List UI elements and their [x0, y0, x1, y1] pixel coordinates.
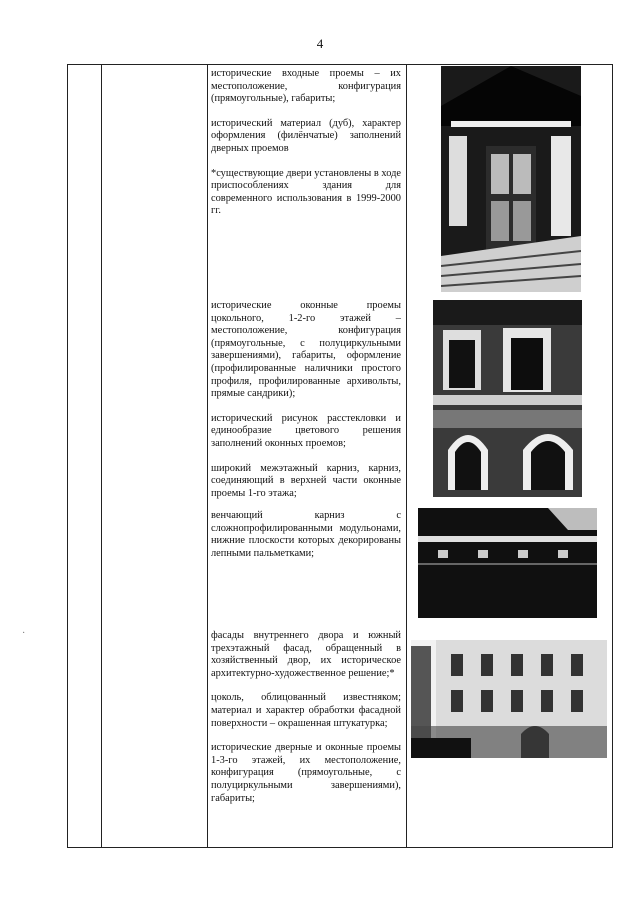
paragraph: исторический материал (дуб), характер оформления (филёнчатые) заполнений дверных проемов — [211, 117, 401, 154]
paragraph: *существующие двери установлены в ходе приспособлениях здания для современного использования в 1999-2000 гг. — [211, 167, 401, 217]
paragraph: широкий межэтажный карниз, карниз, соединяющий в верхней части оконные проемы 1-го этажа; — [211, 462, 401, 499]
table-column-divider — [207, 65, 208, 847]
text-block-cornice — [211, 510, 401, 572]
text-block-courtyard — [211, 630, 401, 817]
windows-photo — [433, 300, 582, 497]
text-block-entrances — [211, 68, 401, 230]
page-number: 4 — [316, 36, 324, 51]
cornice-photo — [418, 508, 597, 618]
table-column-divider — [101, 65, 102, 847]
paragraph: цоколь, облицованный известняком; материал и характер обработки фасадной поверхности – окрашенная штукатурка; — [211, 692, 401, 729]
paragraph: исторический рисунок расстекловки и единообразие цветового решения заполнений оконных проемов; — [211, 412, 401, 449]
paragraph: фасады внутреннего двора и южный трехэтажный фасад, обращенный в хозяйственный двор, их историческое архитектурно-художественное решение;* — [211, 630, 401, 679]
margin-mark: · — [22, 628, 26, 639]
table-column-divider — [406, 65, 407, 847]
paragraph: исторические оконные проемы цокольного, 1-2-го этажей – местоположение, конфигурация (прямоугольные, с полуциркульными завершениями), габариты, оформление (профилированные наличники простого профиля, профилированные архивольты, прямые сандрики); — [211, 300, 401, 400]
paragraph: венчающий карниз с сложнопрофилированными модульонами, нижние плоскости которых декорированы лепными пальметками; — [211, 510, 401, 559]
entrance-door-photo — [441, 66, 581, 292]
paragraph: исторические дверные и оконные проемы 1-3-го этажей, их местоположение, конфигурация (прямоугольные, с полуциркульными завершениями), габариты; — [211, 742, 401, 804]
paragraph: исторические входные проемы – их местоположение, конфигурация (прямоугольные), габариты; — [211, 68, 401, 105]
text-block-windows — [211, 300, 401, 512]
courtyard-facade-photo — [411, 626, 607, 758]
